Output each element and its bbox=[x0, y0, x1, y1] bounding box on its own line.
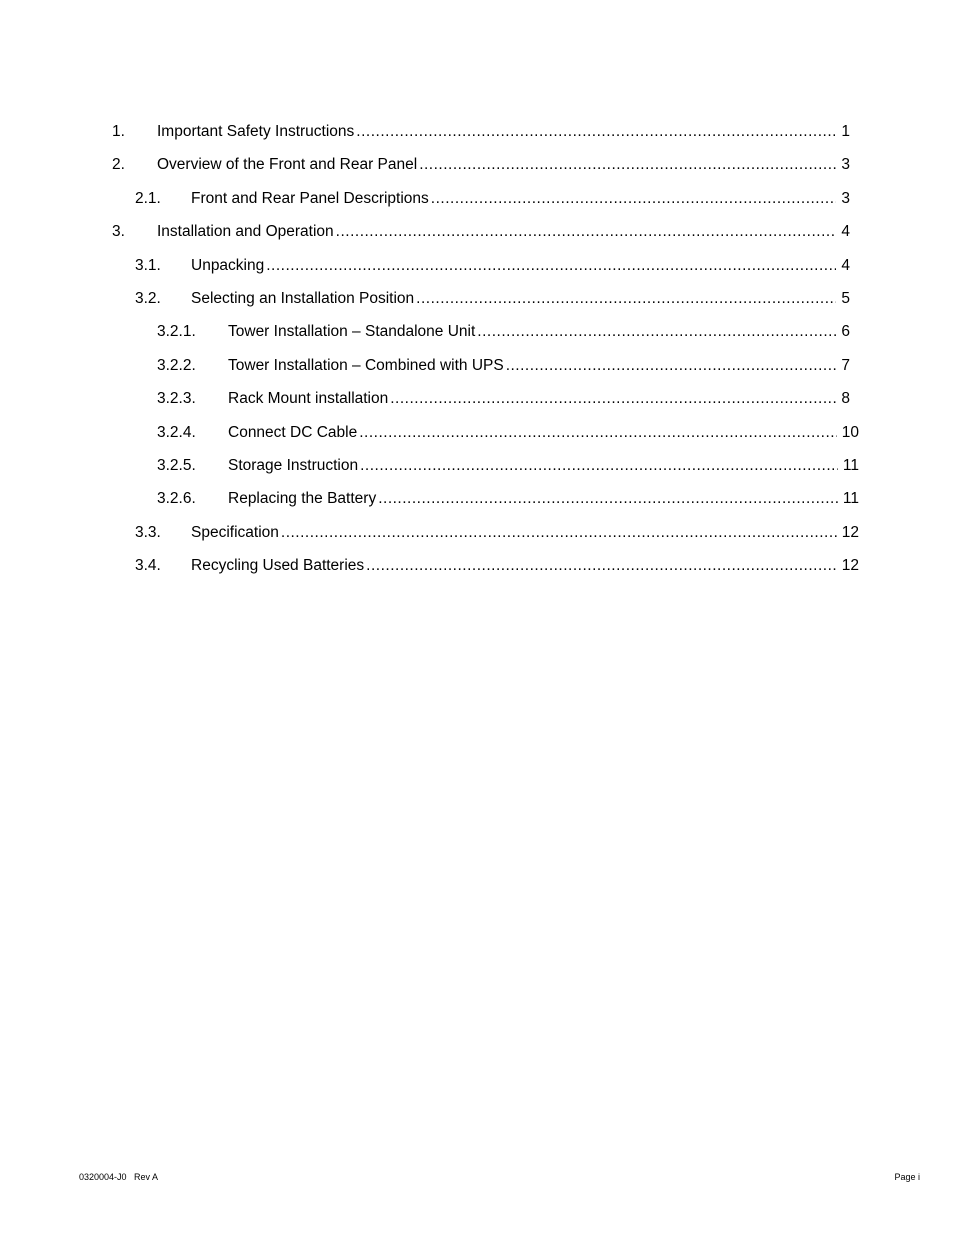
toc-leader-dots bbox=[360, 455, 838, 477]
toc-entry-number: 1. bbox=[112, 123, 125, 140]
toc-leader-dots bbox=[477, 321, 836, 343]
toc-entry-line bbox=[228, 321, 850, 343]
toc-entry-number: 3.2.6. bbox=[157, 490, 196, 508]
toc-entry-title[interactable]: Connect DC Cable bbox=[228, 423, 358, 441]
toc-entry-line bbox=[191, 255, 850, 277]
toc-leader-dots bbox=[356, 121, 836, 143]
toc-entry-line bbox=[228, 355, 850, 377]
footer-page-label: Page i bbox=[894, 1172, 920, 1182]
toc-entry-title[interactable]: Important Safety Instructions bbox=[157, 123, 355, 140]
toc-entry-number: 3.1. bbox=[135, 256, 161, 274]
toc-leader-dots bbox=[336, 221, 837, 243]
toc-entry[interactable] bbox=[0, 188, 954, 221]
toc-entry-number: 3.3. bbox=[135, 523, 161, 541]
toc-entry-page-number[interactable]: 4 bbox=[841, 256, 850, 274]
toc-entry-page-number[interactable]: 12 bbox=[841, 557, 859, 575]
toc-entry[interactable] bbox=[0, 288, 954, 321]
toc-entry-line bbox=[157, 121, 850, 143]
toc-entry[interactable] bbox=[0, 388, 954, 421]
toc-entry-number: 3.2.1. bbox=[157, 323, 196, 341]
toc-entry-number: 3.2.5. bbox=[157, 456, 196, 474]
toc-entry-number: 3.2. bbox=[135, 289, 161, 307]
toc-entry[interactable] bbox=[0, 221, 954, 254]
toc-entry-number: 3.4. bbox=[135, 557, 161, 575]
toc-entry-title[interactable]: Replacing the Battery bbox=[228, 490, 377, 508]
toc-entry-number: 3.2.2. bbox=[157, 356, 196, 374]
toc-entry-title[interactable]: Overview of the Front and Rear Panel bbox=[157, 156, 418, 174]
toc-leader-dots bbox=[431, 188, 837, 210]
toc-entry-page-number[interactable]: 12 bbox=[841, 523, 859, 541]
toc-entry-title[interactable]: Front and Rear Panel Descriptions bbox=[191, 189, 429, 207]
toc-entry-number: 2.1. bbox=[135, 189, 161, 207]
toc-entry[interactable] bbox=[0, 255, 954, 288]
toc-entry[interactable] bbox=[0, 321, 954, 354]
toc-entry-line bbox=[228, 388, 850, 410]
toc-leader-dots bbox=[366, 555, 837, 577]
toc-entry-title[interactable]: Storage Instruction bbox=[228, 456, 359, 474]
toc-entry-page-number[interactable]: 1 bbox=[841, 123, 850, 140]
toc-entry-page-number[interactable]: 5 bbox=[841, 289, 850, 307]
toc-entry[interactable] bbox=[0, 355, 954, 388]
toc-entry-page-number[interactable]: 10 bbox=[841, 423, 859, 441]
toc-entry[interactable] bbox=[0, 455, 954, 488]
toc-entry-page-number[interactable]: 11 bbox=[842, 456, 859, 474]
toc-entry-title[interactable]: Recycling Used Batteries bbox=[191, 557, 365, 575]
toc-leader-dots bbox=[281, 522, 837, 544]
toc-entry-number: 2. bbox=[112, 156, 125, 174]
toc-entry-line bbox=[228, 488, 859, 510]
toc-entry-line bbox=[191, 555, 859, 577]
toc-entry[interactable] bbox=[0, 488, 954, 521]
toc-entry-page-number[interactable]: 3 bbox=[841, 189, 850, 207]
toc-entry-page-number[interactable]: 3 bbox=[841, 156, 850, 174]
toc-entry-title[interactable]: Rack Mount installation bbox=[228, 390, 389, 408]
toc-entry-page-number[interactable]: 11 bbox=[842, 490, 859, 508]
toc-entry[interactable] bbox=[0, 522, 954, 555]
toc-entry-line bbox=[228, 422, 859, 444]
toc-entry-number: 3.2.4. bbox=[157, 423, 196, 441]
toc-entry-number: 3. bbox=[112, 223, 125, 241]
footer-document-id: 0320004-J0 Rev A bbox=[79, 1172, 159, 1182]
toc-leader-dots bbox=[416, 288, 836, 310]
toc-entry-line bbox=[228, 455, 859, 477]
toc-entry-line bbox=[157, 221, 850, 243]
toc-leader-dots bbox=[266, 255, 836, 277]
toc-entry-number: 3.2.3. bbox=[157, 390, 196, 408]
table-of-contents bbox=[0, 121, 954, 588]
toc-entry-line bbox=[191, 288, 850, 310]
toc-entry-title[interactable]: Tower Installation – Standalone Unit bbox=[228, 323, 476, 341]
toc-entry-title[interactable]: Unpacking bbox=[191, 256, 265, 274]
toc-entry-title[interactable]: Installation and Operation bbox=[157, 223, 334, 241]
toc-entry[interactable] bbox=[0, 121, 954, 154]
toc-entry[interactable] bbox=[0, 422, 954, 455]
toc-entry[interactable] bbox=[0, 154, 954, 187]
toc-entry-line bbox=[191, 522, 859, 544]
toc-entry-page-number[interactable]: 7 bbox=[841, 356, 850, 374]
toc-entry-title[interactable]: Selecting an Installation Position bbox=[191, 289, 415, 307]
toc-entry-line bbox=[157, 154, 850, 176]
toc-entry-page-number[interactable]: 6 bbox=[841, 323, 850, 341]
toc-entry-page-number[interactable]: 4 bbox=[841, 223, 850, 241]
toc-entry-title[interactable]: Specification bbox=[191, 523, 279, 541]
toc-leader-dots bbox=[378, 488, 838, 510]
toc-entry-title[interactable]: Tower Installation – Combined with UPS bbox=[228, 356, 504, 374]
toc-leader-dots bbox=[419, 154, 836, 176]
toc-leader-dots bbox=[506, 355, 837, 377]
toc-entry[interactable] bbox=[0, 555, 954, 588]
toc-leader-dots bbox=[359, 422, 837, 444]
toc-entry-line bbox=[191, 188, 850, 210]
toc-leader-dots bbox=[390, 388, 836, 410]
toc-entry-page-number[interactable]: 8 bbox=[841, 390, 850, 408]
